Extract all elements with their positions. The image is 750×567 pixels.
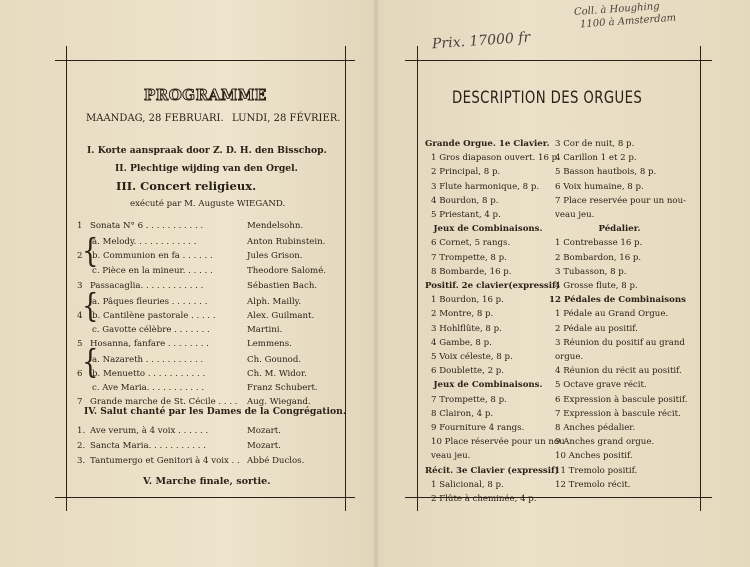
concert-work: c. Pièce en la mineur. . . . . . bbox=[92, 266, 213, 276]
concert-work: b. Menuetto . . . . . . . . . . . bbox=[92, 369, 206, 379]
organ-stop: 7 Expression à bascule récit. bbox=[555, 408, 681, 419]
handwritten-note-1: Coll. à Houghing bbox=[573, 1, 660, 18]
date-dutch: MAANDAG, 28 FEBRUARI. bbox=[86, 113, 224, 124]
concert-composer: Martini. bbox=[247, 325, 283, 335]
section-heading: 12 Pédales de Combinaisons bbox=[549, 295, 686, 306]
concert-number: 1 bbox=[77, 221, 83, 231]
salut-work: Tantumergo et Genitori à 4 voix . . bbox=[90, 456, 240, 466]
left-frame-right bbox=[345, 46, 346, 511]
concert-composer: Jules Grison. bbox=[247, 251, 303, 261]
organ-stop: 4 Bourdon, 8 p. bbox=[431, 195, 499, 206]
concert-work: Grande marche de St. Cécile . . . . bbox=[90, 397, 238, 407]
organ-stop: 7 Trompette, 8 p. bbox=[431, 394, 507, 405]
organ-stop: 1 Contrebasse 16 p. bbox=[555, 238, 643, 249]
concert-work: Sonata N° 6 . . . . . . . . . . . bbox=[90, 221, 204, 231]
organ-stop: 11 Tremolo positif. bbox=[555, 465, 638, 476]
salut-number: 3. bbox=[77, 456, 86, 466]
section-heading: Jeux de Combinaisons. bbox=[433, 224, 543, 235]
section-heading: Récit. 3e Clavier (expressif) bbox=[425, 465, 559, 476]
brace-2: { bbox=[82, 232, 99, 270]
concert-composer: Ch. Gounod. bbox=[247, 355, 302, 365]
organ-stop: 2 Principal, 8 p. bbox=[431, 167, 501, 178]
concert-work: c. Gavotte célèbre . . . . . . . bbox=[92, 325, 210, 335]
concert-work: b. Cantilène pastorale . . . . . bbox=[92, 311, 216, 321]
right-frame-left bbox=[417, 46, 418, 511]
brace-6: { bbox=[82, 343, 99, 381]
concert-composer: Alex. Guilmant. bbox=[247, 311, 315, 321]
right-frame-top bbox=[405, 60, 712, 61]
right-frame-right bbox=[700, 46, 701, 511]
concert-work: Passacaglia. . . . . . . . . . . . bbox=[90, 281, 204, 291]
concert-work: a. Melody. . . . . . . . . . . . bbox=[92, 237, 197, 247]
organ-stop: 5 Octave grave récit. bbox=[555, 380, 647, 391]
organ-stop: 9 Anches grand orgue. bbox=[555, 437, 655, 448]
section-heading: Pédalier. bbox=[598, 224, 641, 235]
concert-number: 4 bbox=[77, 311, 83, 321]
concert-work: a. Pâques fleuries . . . . . . . bbox=[92, 297, 208, 307]
part-3: III. Concert religieux. bbox=[116, 179, 257, 193]
organ-stop: 3 Hohlflûte, 8 p. bbox=[431, 323, 502, 334]
organ-stop: 2 Flûte à cheminée, 4 p. bbox=[431, 494, 537, 504]
organ-stop: 4 Grosse flute, 8 p. bbox=[555, 281, 638, 291]
concert-work: a. Nazareth . . . . . . . . . . . bbox=[92, 355, 204, 365]
concert-composer: Aug. Wiegand. bbox=[247, 397, 311, 407]
organ-stop: 9 Fourniture 4 rangs. bbox=[431, 423, 525, 433]
organ-stop: 1 Gros diapason ouvert. 16 p. bbox=[431, 153, 560, 164]
concert-composer: Franz Schubert. bbox=[247, 383, 318, 393]
organ-stop: 5 Basson hautbois, 8 p. bbox=[555, 167, 657, 178]
organ-stop: orgue. bbox=[555, 352, 584, 362]
organ-stop: 3 Cor de nuit, 8 p. bbox=[555, 139, 635, 149]
handwritten-note-2: 1100 à Amsterdam bbox=[579, 12, 677, 31]
organ-stop: veau jeu. bbox=[431, 451, 471, 462]
executed-by: exécuté par M. Auguste WIEGAND. bbox=[130, 199, 286, 209]
organ-stop: 8 Anches pédalier. bbox=[555, 423, 636, 433]
part-1: I. Korte aanspraak door Z. D. H. den Bisschop. bbox=[87, 145, 327, 156]
concert-number: 3 bbox=[77, 281, 83, 291]
organ-stop: 8 Bombarde, 16 p. bbox=[431, 266, 512, 277]
concert-work: b. Communion en fa . . . . . . bbox=[92, 251, 213, 261]
organ-stop: 4 Réunion du récit au positif. bbox=[555, 366, 682, 377]
salut-work: Sancta Maria. . . . . . . . . . . bbox=[90, 441, 206, 451]
left-frame-left bbox=[66, 46, 67, 511]
concert-work: c. Ave Maria. . . . . . . . . . . bbox=[92, 383, 205, 393]
concert-composer: Lemmens. bbox=[247, 339, 292, 349]
organ-stop: 10 Place réservée pour un nou- bbox=[431, 437, 568, 448]
concert-composer: Mendelsohn. bbox=[247, 221, 304, 231]
organ-stop: 6 Voix humaine, 8 p. bbox=[555, 181, 644, 192]
organ-stop: 3 Flute harmonique, 8 p. bbox=[431, 181, 540, 192]
concert-composer: Anton Rubinstein. bbox=[247, 237, 326, 247]
concert-composer: Alph. Mailly. bbox=[247, 297, 302, 307]
organ-stop: 1 Pédale au Grand Orgue. bbox=[555, 309, 669, 320]
organ-stop: veau jeu. bbox=[555, 210, 595, 220]
brace-4: { bbox=[82, 287, 99, 325]
organ-stop: 3 Tubasson, 8 p. bbox=[555, 266, 627, 277]
section-heading: Jeux de Combinaisons. bbox=[433, 380, 543, 391]
salut-number: 1. bbox=[77, 426, 86, 436]
organ-stop: 5 Voix céleste, 8 p. bbox=[431, 352, 513, 362]
organ-stop: 4 Gambe, 8 p. bbox=[431, 337, 492, 348]
page-fold bbox=[373, 0, 379, 567]
concert-composer: Sébastien Bach. bbox=[247, 281, 318, 291]
part-5: V. Marche finale, sortie. bbox=[143, 476, 271, 487]
salut-composer: Mozart. bbox=[247, 426, 281, 436]
description-title: DESCRIPTION DES ORGUES bbox=[452, 88, 643, 108]
salut-composer: Mozart. bbox=[247, 441, 281, 451]
concert-work: Hosanna, fanfare . . . . . . . . bbox=[90, 339, 209, 349]
organ-stop: 6 Cornet, 5 rangs. bbox=[431, 238, 511, 249]
organ-stop: 2 Bombardon, 16 p. bbox=[555, 252, 642, 263]
part-4: IV. Salut chanté par les Dames de la Congrégation. bbox=[84, 406, 347, 417]
concert-composer: Theodore Salomé. bbox=[247, 266, 327, 276]
organ-stop: 7 Place reservée pour un nou- bbox=[555, 195, 687, 206]
date-french: LUNDI, 28 FÉVRIER. bbox=[232, 113, 341, 124]
concert-number: 2 bbox=[77, 251, 83, 261]
section-heading: Positif. 2e clavier(expressif) bbox=[425, 281, 560, 291]
organ-stop: 4 Carillon 1 et 2 p. bbox=[555, 153, 637, 164]
organ-stop: 5 Priestant, 4 p. bbox=[431, 210, 501, 220]
organ-stop: 1 Salicional, 8 p. bbox=[431, 479, 504, 490]
handwritten-price: Prix. 17000 fr bbox=[431, 29, 531, 53]
organ-stop: 10 Anches positif. bbox=[555, 451, 633, 462]
organ-stop: 3 Réunion du positif au grand bbox=[555, 337, 685, 348]
concert-number: 7 bbox=[77, 397, 83, 407]
section-heading: Grande Orgue. 1e Clavier. bbox=[425, 139, 550, 149]
organ-stop: 6 Expression à bascule positif. bbox=[555, 394, 688, 405]
organ-stop: 2 Pédale au positif. bbox=[555, 323, 638, 334]
organ-stop: 2 Montre, 8 p. bbox=[431, 309, 494, 320]
concert-number: 6 bbox=[77, 369, 83, 379]
salut-number: 2. bbox=[77, 441, 86, 451]
left-frame-bottom bbox=[55, 497, 355, 498]
programme-title: PROGRAMME bbox=[144, 86, 267, 104]
organ-stop: 6 Doublette, 2 p. bbox=[431, 366, 505, 377]
salut-work: Ave verum, à 4 voix . . . . . . bbox=[90, 426, 209, 436]
organ-stop: 7 Trompette, 8 p. bbox=[431, 252, 507, 263]
organ-stop: 12 Tremolo récit. bbox=[555, 479, 631, 490]
organ-stop: 8 Clairon, 4 p. bbox=[431, 408, 494, 419]
concert-composer: Ch. M. Widor. bbox=[247, 369, 307, 379]
left-frame-top bbox=[55, 60, 355, 61]
part-2: II. Plechtige wijding van den Orgel. bbox=[115, 163, 298, 174]
organ-stop: 1 Bourdon, 16 p. bbox=[431, 295, 504, 306]
concert-number: 5 bbox=[77, 339, 83, 349]
salut-composer: Abbé Duclos. bbox=[247, 456, 305, 466]
